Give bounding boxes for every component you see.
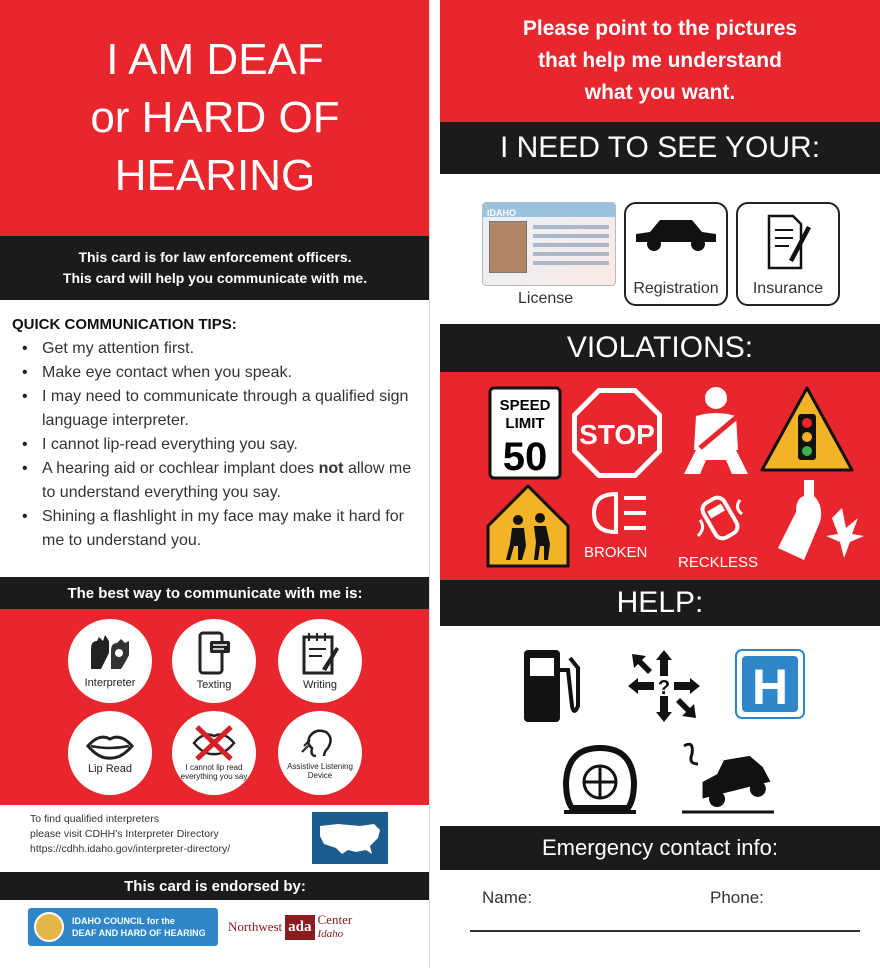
license-label: License [518, 290, 574, 307]
hearing-ear-icon [300, 726, 340, 760]
logo-center-text: Center [317, 912, 353, 927]
tip-item: • Make eye contact when you speak. [12, 361, 422, 385]
nw-ada-center-logo [228, 908, 408, 946]
help-bar: HELP: [440, 580, 880, 626]
violations-section [440, 372, 880, 580]
intro-line: This card will help you communicate with me. [62, 270, 368, 286]
school-crossing-icon[interactable] [486, 484, 570, 568]
license-state-text: IDAHO [487, 208, 516, 218]
tip-item: • Shining a flashlight in my face may make it hard for me to understand you. [12, 505, 422, 553]
method-interpreter [68, 619, 152, 703]
point-line: that help me understand [538, 49, 782, 72]
help-section [440, 626, 880, 826]
idaho-council-logo [28, 908, 218, 946]
method-label: Writing [302, 679, 338, 691]
method-lip-read [68, 711, 152, 795]
sign-hands-icon [85, 633, 135, 675]
logo-ada: ada [285, 915, 314, 940]
method-label: Lip Read [87, 763, 133, 775]
method-assistive [278, 711, 362, 795]
alcohol-drugs-icon[interactable] [774, 478, 866, 562]
tip-item [12, 457, 422, 505]
methods-section [0, 609, 430, 805]
car-accident-icon[interactable] [680, 740, 776, 816]
point-line: Please point to the pictures [522, 17, 798, 40]
tips-list [12, 337, 422, 553]
method-label: I cannot lip read everything you say [180, 763, 248, 781]
hospital-icon[interactable] [734, 648, 806, 720]
registration-box[interactable] [624, 202, 728, 306]
info-line: please visit CDHH's Interpreter Directory [30, 828, 219, 840]
reckless-label: RECKLESS [678, 554, 759, 571]
speed-line1: SPEED [499, 397, 551, 414]
tip-item: • I cannot lip-read everything you say. [12, 433, 422, 457]
gas-pump-icon[interactable] [520, 646, 584, 726]
method-texting [172, 619, 256, 703]
tip-item: • Get my attention first. [12, 337, 422, 361]
title-line: I AM DEAF [106, 35, 324, 84]
contact-write-line[interactable] [470, 930, 860, 932]
title-line: or HARD OF [90, 93, 340, 142]
logo-line: IDAHO COUNCIL for the [72, 916, 175, 926]
license-photo [489, 221, 527, 273]
title-line: HEARING [114, 151, 316, 200]
point-instructions [440, 0, 880, 122]
tips-heading: QUICK COMMUNICATION TIPS: [12, 316, 237, 333]
speed-limit-sign-icon[interactable] [488, 386, 562, 480]
headlight-icon[interactable] [586, 490, 650, 536]
license-header [483, 203, 615, 217]
seatbelt-icon[interactable] [676, 384, 756, 484]
hospital-letter: H [751, 659, 789, 715]
card-title [90, 31, 339, 205]
flat-tire-icon[interactable] [560, 744, 640, 816]
name-label: Name: [482, 888, 533, 907]
lips-crossed-icon [191, 725, 237, 761]
speed-value: 50 [502, 435, 548, 479]
documents-section [440, 174, 880, 324]
intro-line: This card is for law enforcement officers. [78, 249, 352, 265]
info-line: To find qualified interpreters [30, 813, 159, 825]
broken-label: BROKEN [584, 544, 648, 561]
insurance-box[interactable] [736, 202, 840, 306]
right-card-panel [440, 0, 880, 968]
method-cannot-lip-read [172, 711, 256, 795]
lost-directions-icon[interactable] [624, 646, 704, 726]
logo-line: DEAF AND HARD OF HEARING [72, 928, 206, 938]
logo-center [318, 913, 353, 941]
left-card-panel [0, 0, 430, 968]
tips-section [12, 316, 422, 553]
insurance-label: Insurance [752, 280, 824, 297]
logo-nw: Northwest [228, 919, 283, 934]
speed-line2: LIMIT [505, 415, 545, 432]
registration-label: Registration [633, 280, 719, 297]
violations-bar: VIOLATIONS: [440, 324, 880, 372]
tip-bold: not [318, 460, 344, 477]
svg-text:?: ? [657, 677, 671, 699]
lips-icon [85, 731, 135, 761]
title-block [0, 0, 430, 236]
swerving-car-icon[interactable] [692, 488, 748, 548]
license-card-image[interactable] [482, 202, 616, 286]
us-map-icon [312, 812, 388, 864]
method-writing [278, 619, 362, 703]
document-pen-icon [763, 212, 813, 272]
phone-icon [194, 631, 234, 677]
car-icon [632, 212, 720, 260]
logo-text [72, 915, 206, 939]
need-to-see-bar: I NEED TO SEE YOUR: [440, 122, 880, 174]
method-label: Texting [196, 679, 232, 691]
traffic-light-warning-icon[interactable] [758, 384, 856, 474]
best-way-bar: The best way to communicate with me is: [0, 577, 430, 609]
method-label: Assistive Listening Device [287, 762, 353, 780]
notepad-icon [300, 631, 340, 677]
tip-item: • I may need to communicate through a qualified sign language interpreter. [12, 385, 422, 433]
phone-label: Phone: [710, 888, 764, 907]
stop-text: STOP [579, 419, 655, 450]
stop-sign-icon[interactable] [570, 386, 664, 480]
method-label: Interpreter [84, 677, 136, 689]
point-line: what you want. [584, 81, 736, 104]
intro-bar [0, 236, 430, 300]
logo-idaho-text: Idaho [317, 928, 344, 940]
emergency-contact-bar: Emergency contact info: [440, 826, 880, 870]
tip-text: A hearing aid or cochlear implant does [42, 460, 315, 477]
info-link[interactable]: https://cdhh.idaho.gov/interpreter-directory/ [30, 843, 231, 855]
license-lines [533, 225, 609, 270]
interpreter-info [30, 812, 300, 857]
idaho-seal-icon [34, 912, 64, 942]
endorsed-bar: This card is endorsed by: [0, 872, 430, 900]
tip-text: allow me to understand everything you say. [42, 460, 412, 501]
